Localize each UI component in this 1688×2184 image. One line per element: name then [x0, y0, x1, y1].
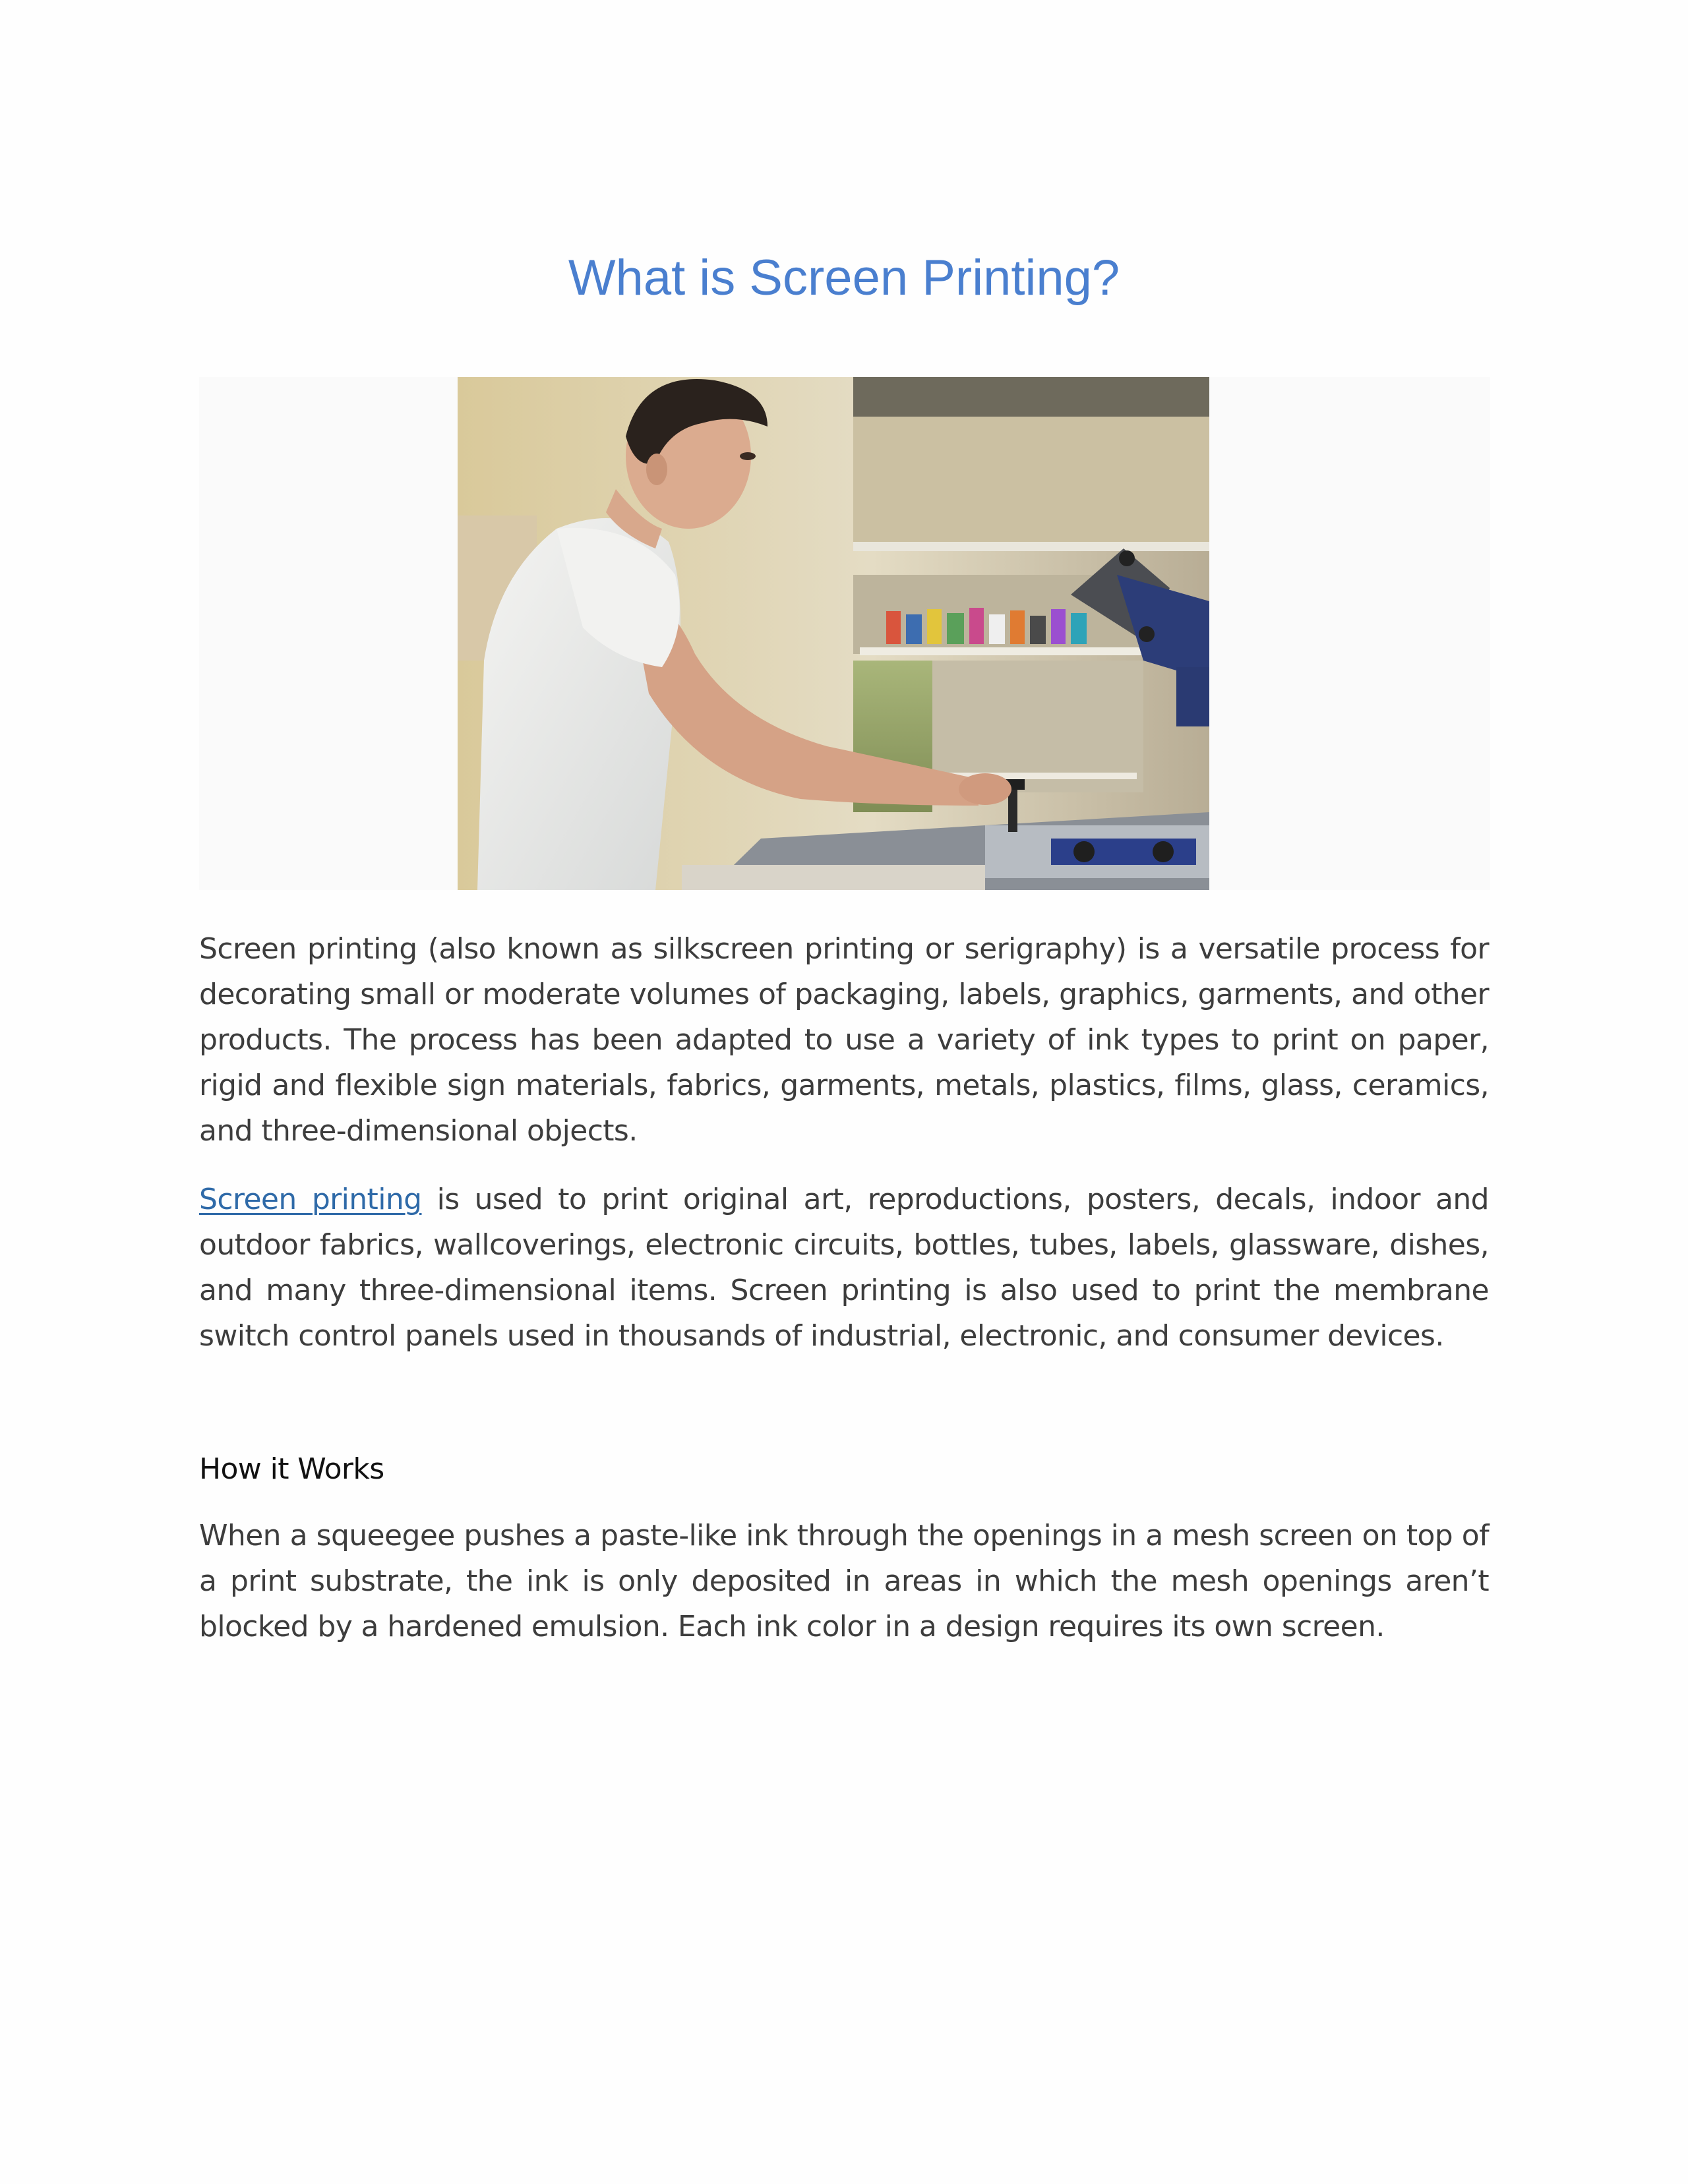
page-title: What is Screen Printing? — [568, 250, 1120, 306]
section-heading: How it Works — [199, 1452, 384, 1486]
how-it-works-paragraph: When a squeegee pushes a paste-like ink through the openings in a mesh screen on top of a print substrate, the ink is only deposited in areas in which the mesh openings aren’t blocked by a hardened emulsion. Each ink color in a design requires its own screen. — [199, 1519, 1489, 1643]
uses-paragraph — [199, 1177, 1489, 1359]
intro-paragraph: Screen printing (also known as silkscreen printing or serigraphy) is a versatile process for decorating small or moderate volumes of packaging, labels, graphics, garments, and other products. The process has been adapted to use a variety of ink types to print on paper, rigid and flexible sign materials, fabrics, garments, metals, plastics, films, glass, ceramics, and three-dimensional objects. — [199, 932, 1489, 1148]
photo-illustration — [458, 377, 1209, 890]
screen-printing-link[interactable]: Screen printing — [199, 1183, 422, 1216]
screen-printing-photo — [458, 377, 1209, 890]
uses-paragraph-text: is used to print original art, reproductions, posters, decals, indoor and outdoor fabrics, wallcoverings, electronic circuits, bottles, tubes, labels, glassware, dishes, and many three-dimensional items. Screen printing is also used to print the membrane switch control panels used in thousands of industrial, electronic, and consumer devices. — [199, 1183, 1489, 1353]
